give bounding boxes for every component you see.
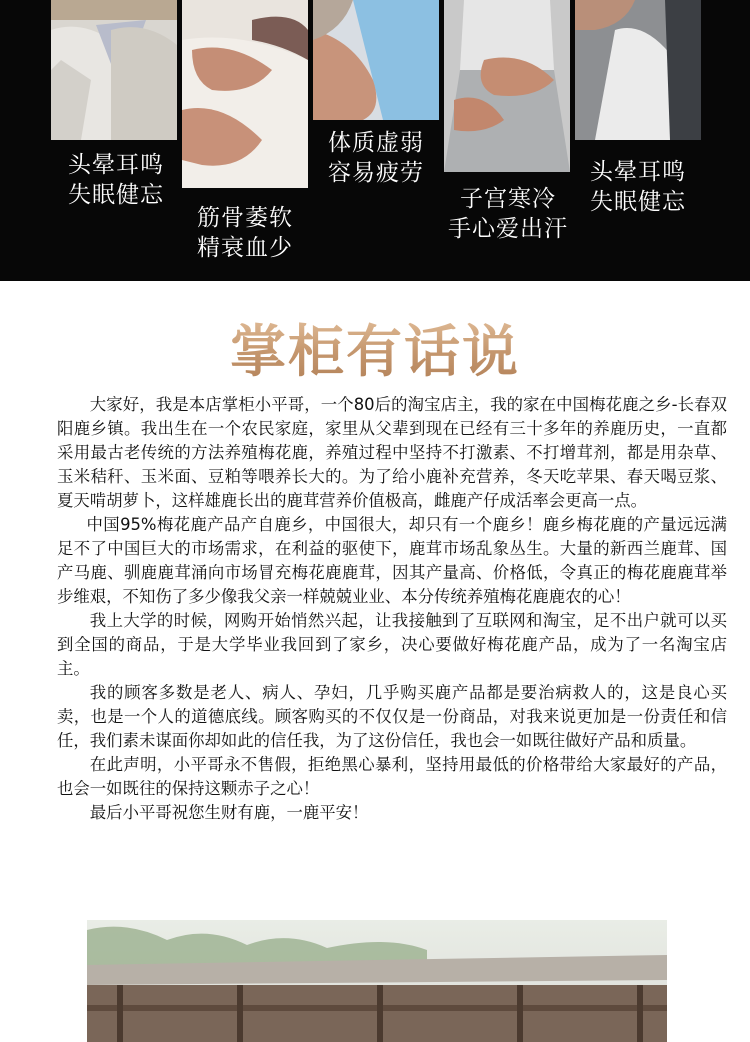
caption-line: 精衰血少	[197, 235, 293, 261]
caption-line: 失眠健忘	[68, 182, 164, 208]
caption-line: 头晕耳鸣	[68, 152, 164, 178]
paragraph: 我的顾客多数是老人、病人、孕妇，几乎购买鹿产品都是要治病救人的，这是良心买卖，也是一个人的道德底线。顾客购买的不仅仅是一份商品，对我来说更加是一份责任和信任，我们素未谋面你却如此的信任我，为了这份信任，我也会一如既往做好产品和质量。	[57, 683, 727, 750]
deer-farm-image	[87, 920, 667, 1042]
paragraph: 我上大学的时候，网购开始悄然兴起，让我接触到了互联网和淘宝，足不出户就可以买到全国的商品，于是大学毕业我回到了家乡，决心要做好梅花鹿产品，成为了一名淘宝店主。	[57, 611, 727, 678]
abdominal-pain-photo	[444, 0, 570, 172]
caption-line: 体质虚弱	[328, 130, 424, 156]
symptom-card-5	[575, 0, 701, 140]
symptom-caption-3	[306, 128, 446, 188]
headache-man-photo	[575, 0, 701, 140]
symptom-caption-2	[175, 203, 315, 263]
caption-line: 筋骨萎软	[197, 205, 293, 231]
symptom-caption-1	[46, 150, 186, 210]
symptom-card-4	[444, 0, 570, 172]
caption-line: 失眠健忘	[590, 189, 686, 215]
caption-line: 子宫寒冷	[460, 186, 556, 212]
caption-line: 手心爱出汗	[448, 216, 568, 242]
shopkeeper-letter	[57, 393, 727, 825]
symptom-card-1	[51, 0, 177, 140]
caption-line: 容易疲劳	[328, 160, 424, 186]
symptom-card-3	[313, 0, 439, 120]
caption-line: 头晕耳鸣	[590, 159, 686, 185]
joint-pain-photo	[182, 0, 308, 188]
fatigue-photo	[313, 0, 439, 120]
paragraph: 最后小平哥祝您生财有鹿，一鹿平安！	[89, 803, 369, 822]
symptom-banner	[0, 0, 750, 281]
symptom-caption-5	[568, 157, 708, 217]
section-title: 掌柜有话说	[0, 308, 750, 388]
deer-farm-photo	[87, 920, 667, 1042]
elderly-man-photo	[51, 0, 177, 140]
paragraph: 大家好，我是本店掌柜小平哥，一个80后的淘宝店主，我的家在中国梅花鹿之乡-长春双阳鹿乡镇。我出生在一个农民家庭，家里从父辈到现在已经有三十多年的养鹿历史，一直都采用最古老传统的方法养殖梅花鹿，养殖过程中坚持不打激素、不打增茸剂，都是用杂草、玉米秸秆、玉米面、豆粕等喂养长大的。为了给小鹿补充营养，冬天吃苹果、春天喝豆浆、夏天啃胡萝卜，这样雄鹿长出的鹿茸营养价值极高，雌鹿产仔成活率会更高一点。	[57, 395, 727, 510]
symptom-card-2	[182, 0, 308, 188]
symptom-caption-4	[433, 184, 583, 244]
paragraph: 在此声明，小平哥永不售假，拒绝黑心暴利，坚持用最低的价格带给大家最好的产品，也会一如既往的保持这颗赤子之心！	[57, 755, 727, 798]
paragraph: 中国95%梅花鹿产品产自鹿乡，中国很大，却只有一个鹿乡！鹿乡梅花鹿的产量远远满足不了中国巨大的市场需求，在利益的驱使下，鹿茸市场乱象丛生。大量的新西兰鹿茸、国产马鹿、驯鹿鹿茸涌向市场冒充梅花鹿鹿茸，因其产量高、价格低，令真正的梅花鹿鹿茸举步维艰，不知伤了多少像我父亲一样兢兢业业、本分传统养殖梅花鹿鹿农的心！	[57, 515, 727, 606]
